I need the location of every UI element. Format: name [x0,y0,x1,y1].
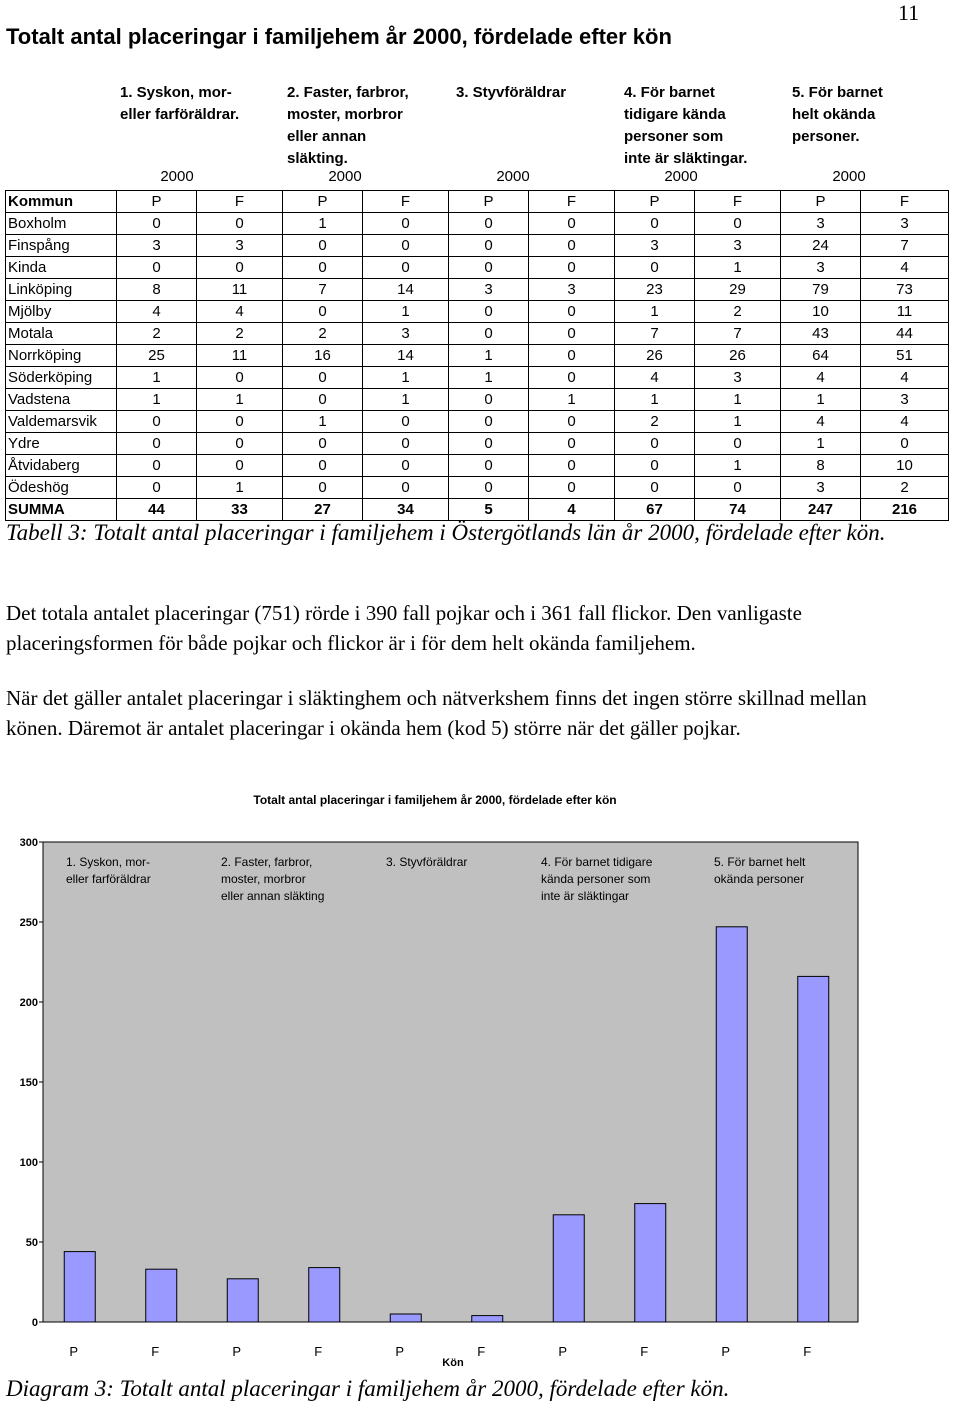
value-cell: 0 [363,433,449,455]
y-tick-label: 50 [25,1237,38,1249]
value-cell: 11 [861,301,949,323]
value-cell: 2 [695,301,781,323]
value-cell: 0 [615,455,695,477]
value-cell: 1 [283,213,363,235]
kommun-cell: Valdemarsvik [6,411,117,433]
x-category-label: P [721,1344,731,1359]
value-cell: 27 [283,499,363,521]
value-cell: 14 [363,279,449,301]
value-cell: 4 [861,411,949,433]
bar [227,1279,258,1322]
value-cell: 0 [283,433,363,455]
kommun-cell: Norrköping [6,345,117,367]
value-cell: 26 [695,345,781,367]
value-cell: 11 [197,345,283,367]
value-cell: 0 [283,477,363,499]
table-row [6,477,949,499]
value-cell: 0 [197,367,283,389]
value-cell: 4 [781,367,861,389]
table-row [6,411,949,433]
value-cell: 67 [615,499,695,521]
value-cell: 25 [117,345,197,367]
value-cell: 26 [615,345,695,367]
table-row [6,433,949,455]
value-cell: P [781,191,861,213]
value-cell: 0 [363,411,449,433]
value-cell: 34 [363,499,449,521]
kommun-cell: Finspång [6,235,117,257]
value-cell: 0 [529,455,615,477]
value-cell: 0 [283,389,363,411]
year-label-2: 2000 [328,168,362,185]
group-label: moster, morbror [221,872,306,886]
kommun-cell: SUMMA [6,499,117,521]
x-category-label: P [395,1344,405,1359]
value-cell: P [615,191,695,213]
y-tick-label: 250 [19,917,38,929]
page-number: 11 [898,0,920,25]
value-cell: 0 [529,345,615,367]
value-cell: 0 [529,301,615,323]
table-row [6,257,949,279]
table-row [6,367,949,389]
value-cell: 0 [449,257,529,279]
value-cell: 0 [117,257,197,279]
chart-title: Totalt antal placeringar i familjehem år 2000, fördelade efter kön [253,793,617,807]
kommun-cell: Kommun [6,191,117,213]
value-cell: 1 [615,389,695,411]
value-cell: 29 [695,279,781,301]
value-cell: 3 [363,323,449,345]
value-cell: 0 [283,257,363,279]
value-cell: 0 [197,433,283,455]
value-cell: 4 [197,301,283,323]
value-cell: 0 [449,389,529,411]
col-group-1: 1. Syskon, mor- eller farföräldrar. [120,84,240,123]
value-cell: 0 [117,433,197,455]
group-label: 3. Styvföräldrar [386,855,468,869]
y-tick-label: 300 [19,837,38,849]
value-cell: 0 [197,257,283,279]
value-cell: 1 [197,477,283,499]
col-group-5: 5. För barnet helt okända personer. [792,84,883,145]
group-label: kända personer som [541,872,651,886]
value-cell: 0 [197,213,283,235]
x-category-label: F [803,1344,812,1359]
value-cell: 3 [781,257,861,279]
x-category-label: P [232,1344,242,1359]
value-cell: 0 [449,455,529,477]
value-cell: 7 [615,323,695,345]
value-cell: 0 [449,213,529,235]
value-cell: 1 [363,301,449,323]
value-cell: 1 [449,367,529,389]
x-category-label: P [558,1344,568,1359]
value-cell: 3 [695,367,781,389]
y-tick-label: 0 [31,1317,38,1329]
kommun-cell: Åtvidaberg [6,455,117,477]
year-label-5: 2000 [832,168,866,185]
value-cell: 1 [117,389,197,411]
page-heading: Totalt antal placeringar i familjehem år 2000, fördelade efter kön [6,24,672,49]
value-cell: 33 [197,499,283,521]
bar-chart [0,820,960,1380]
value-cell: 0 [529,323,615,345]
value-cell: 247 [781,499,861,521]
year-label-1: 2000 [160,168,194,185]
value-cell: 0 [283,367,363,389]
group-label: okända personer [714,872,805,886]
group-label: inte är släktingar [541,889,630,903]
value-cell: 24 [781,235,861,257]
value-cell: 5 [449,499,529,521]
bar [309,1268,340,1322]
value-cell: 4 [781,411,861,433]
value-cell: 79 [781,279,861,301]
value-cell: 0 [861,433,949,455]
value-cell: 44 [117,499,197,521]
col-group-4: 4. För barnet tidigare kända personer som inte är släktingar. [624,84,748,167]
x-category-label: F [151,1344,160,1359]
value-cell: 0 [529,235,615,257]
value-cell: 7 [695,323,781,345]
kommun-cell: Linköping [6,279,117,301]
kommun-cell: Ydre [6,433,117,455]
table-row [6,235,949,257]
value-cell: F [695,191,781,213]
kommun-cell: Kinda [6,257,117,279]
value-cell: 0 [363,257,449,279]
value-cell: 2 [615,411,695,433]
value-cell: 3 [781,213,861,235]
table-row [6,345,949,367]
value-cell: 0 [615,257,695,279]
value-cell: 16 [283,345,363,367]
value-cell: F [529,191,615,213]
bar [64,1252,95,1322]
y-tick-label: 100 [19,1157,38,1169]
value-cell: P [283,191,363,213]
value-cell: 4 [861,257,949,279]
diagram-caption: Diagram 3: Totalt antal placeringar i familjehem år 2000, fördelade efter kön. [6,1376,730,1401]
bar [390,1314,421,1322]
value-cell: 1 [781,433,861,455]
value-cell: 0 [283,235,363,257]
value-cell: 2 [117,323,197,345]
value-cell: 3 [529,279,615,301]
bar [798,976,829,1322]
value-cell: 0 [117,411,197,433]
value-cell: 44 [861,323,949,345]
value-cell: 64 [781,345,861,367]
col-group-3: 3. Styvföräldrar [456,84,567,101]
value-cell: 10 [861,455,949,477]
value-cell: 0 [695,433,781,455]
paragraph-2: När det gäller antalet placeringar i släktinghem och nätverkshem finns det ingen större skillnad mellan könen. Däremot är antalet placeringar i okända hem (kod 5) större när det gäller pojkar. [6,686,867,740]
value-cell: 2 [197,323,283,345]
kommun-cell: Mjölby [6,301,117,323]
value-cell: 1 [197,389,283,411]
group-label: 5. För barnet helt [714,855,806,869]
value-cell: 4 [117,301,197,323]
kommun-cell: Motala [6,323,117,345]
group-label: 2. Faster, farbror, [221,855,313,869]
table-caption: Tabell 3: Totalt antal placeringar i familjehem i Östergötlands län år 2000, fördelade efter kön. [6,520,886,545]
x-category-label: F [640,1344,649,1359]
value-cell: 1 [449,345,529,367]
value-cell: 8 [781,455,861,477]
value-cell: 4 [861,367,949,389]
value-cell: 0 [363,213,449,235]
x-category-label: F [477,1344,486,1359]
value-cell: 0 [529,411,615,433]
value-cell: 0 [529,477,615,499]
value-cell: 1 [695,389,781,411]
value-cell: 1 [781,389,861,411]
value-cell: 3 [861,213,949,235]
kommun-cell: Söderköping [6,367,117,389]
value-cell: 0 [695,477,781,499]
col-group-2: 2. Faster, farbror, moster, morbror eller annan släkting. [287,84,409,167]
value-cell: 10 [781,301,861,323]
value-cell: 0 [615,213,695,235]
paragraph-1: Det totala antalet placeringar (751) rörde i 390 fall pojkar och i 361 fall flickor. Den vanligaste placeringsformen för både pojkar och flickor är i för dem helt okända familjehem. [6,601,802,655]
value-cell: 43 [781,323,861,345]
value-cell: 1 [615,301,695,323]
value-cell: 23 [615,279,695,301]
table-row [6,301,949,323]
value-cell: 7 [283,279,363,301]
bar [716,927,747,1322]
value-cell: 14 [363,345,449,367]
value-cell: 4 [615,367,695,389]
x-category-label: P [69,1344,79,1359]
value-cell: 73 [861,279,949,301]
value-cell: 0 [615,433,695,455]
kommun-cell: Ödeshög [6,477,117,499]
value-cell: 2 [283,323,363,345]
value-cell: 0 [529,367,615,389]
table-row [6,389,949,411]
bar [635,1204,666,1322]
value-cell: 0 [117,213,197,235]
value-cell: 74 [695,499,781,521]
value-cell: 0 [197,411,283,433]
value-cell: 3 [197,235,283,257]
value-cell: 0 [449,301,529,323]
table-row [6,455,949,477]
table-header-row [6,191,949,213]
value-cell: 0 [449,323,529,345]
value-cell: 0 [363,455,449,477]
value-cell: 0 [449,235,529,257]
value-cell: 3 [861,389,949,411]
y-tick-label: 200 [19,997,38,1009]
value-cell: 4 [529,499,615,521]
group-label: 1. Syskon, mor- [66,855,151,869]
value-cell: P [117,191,197,213]
value-cell: 0 [529,213,615,235]
value-cell: F [861,191,949,213]
kommun-cell: Boxholm [6,213,117,235]
value-cell: 0 [117,455,197,477]
value-cell: 0 [529,433,615,455]
bar [146,1269,177,1322]
value-cell: 1 [117,367,197,389]
value-cell: 1 [695,257,781,279]
value-cell: 0 [363,477,449,499]
value-cell: 0 [197,455,283,477]
kommun-cell: Vadstena [6,389,117,411]
value-cell: 3 [781,477,861,499]
value-cell: 0 [117,477,197,499]
group-label: eller annan släkting [221,889,325,903]
value-cell: 0 [283,301,363,323]
table-row [6,213,949,235]
value-cell: 0 [449,411,529,433]
value-cell: 0 [449,477,529,499]
value-cell: 0 [449,433,529,455]
group-label: 4. För barnet tidigare [541,855,653,869]
bar [472,1316,503,1322]
value-cell: 0 [615,477,695,499]
value-cell: 3 [615,235,695,257]
value-cell: 7 [861,235,949,257]
value-cell: 0 [283,455,363,477]
value-cell: 1 [695,411,781,433]
value-cell: 2 [861,477,949,499]
year-label-3: 2000 [496,168,530,185]
table-row [6,279,949,301]
value-cell: 0 [695,213,781,235]
placement-table [5,190,949,521]
value-cell: 1 [695,455,781,477]
group-label: eller farföräldrar [66,872,151,886]
value-cell: 51 [861,345,949,367]
value-cell: 0 [363,235,449,257]
year-label-4: 2000 [664,168,698,185]
x-axis-label: Kön [442,1357,464,1369]
value-cell: 1 [283,411,363,433]
value-cell: 3 [117,235,197,257]
y-tick-label: 150 [19,1077,38,1089]
value-cell: 8 [117,279,197,301]
value-cell: 11 [197,279,283,301]
value-cell: 216 [861,499,949,521]
x-category-label: F [314,1344,323,1359]
table-row [6,323,949,345]
value-cell: F [197,191,283,213]
value-cell: 1 [529,389,615,411]
bar [553,1215,584,1322]
value-cell: 1 [363,389,449,411]
value-cell: 3 [695,235,781,257]
value-cell: F [363,191,449,213]
value-cell: 3 [449,279,529,301]
value-cell: 1 [363,367,449,389]
value-cell: P [449,191,529,213]
value-cell: 0 [529,257,615,279]
